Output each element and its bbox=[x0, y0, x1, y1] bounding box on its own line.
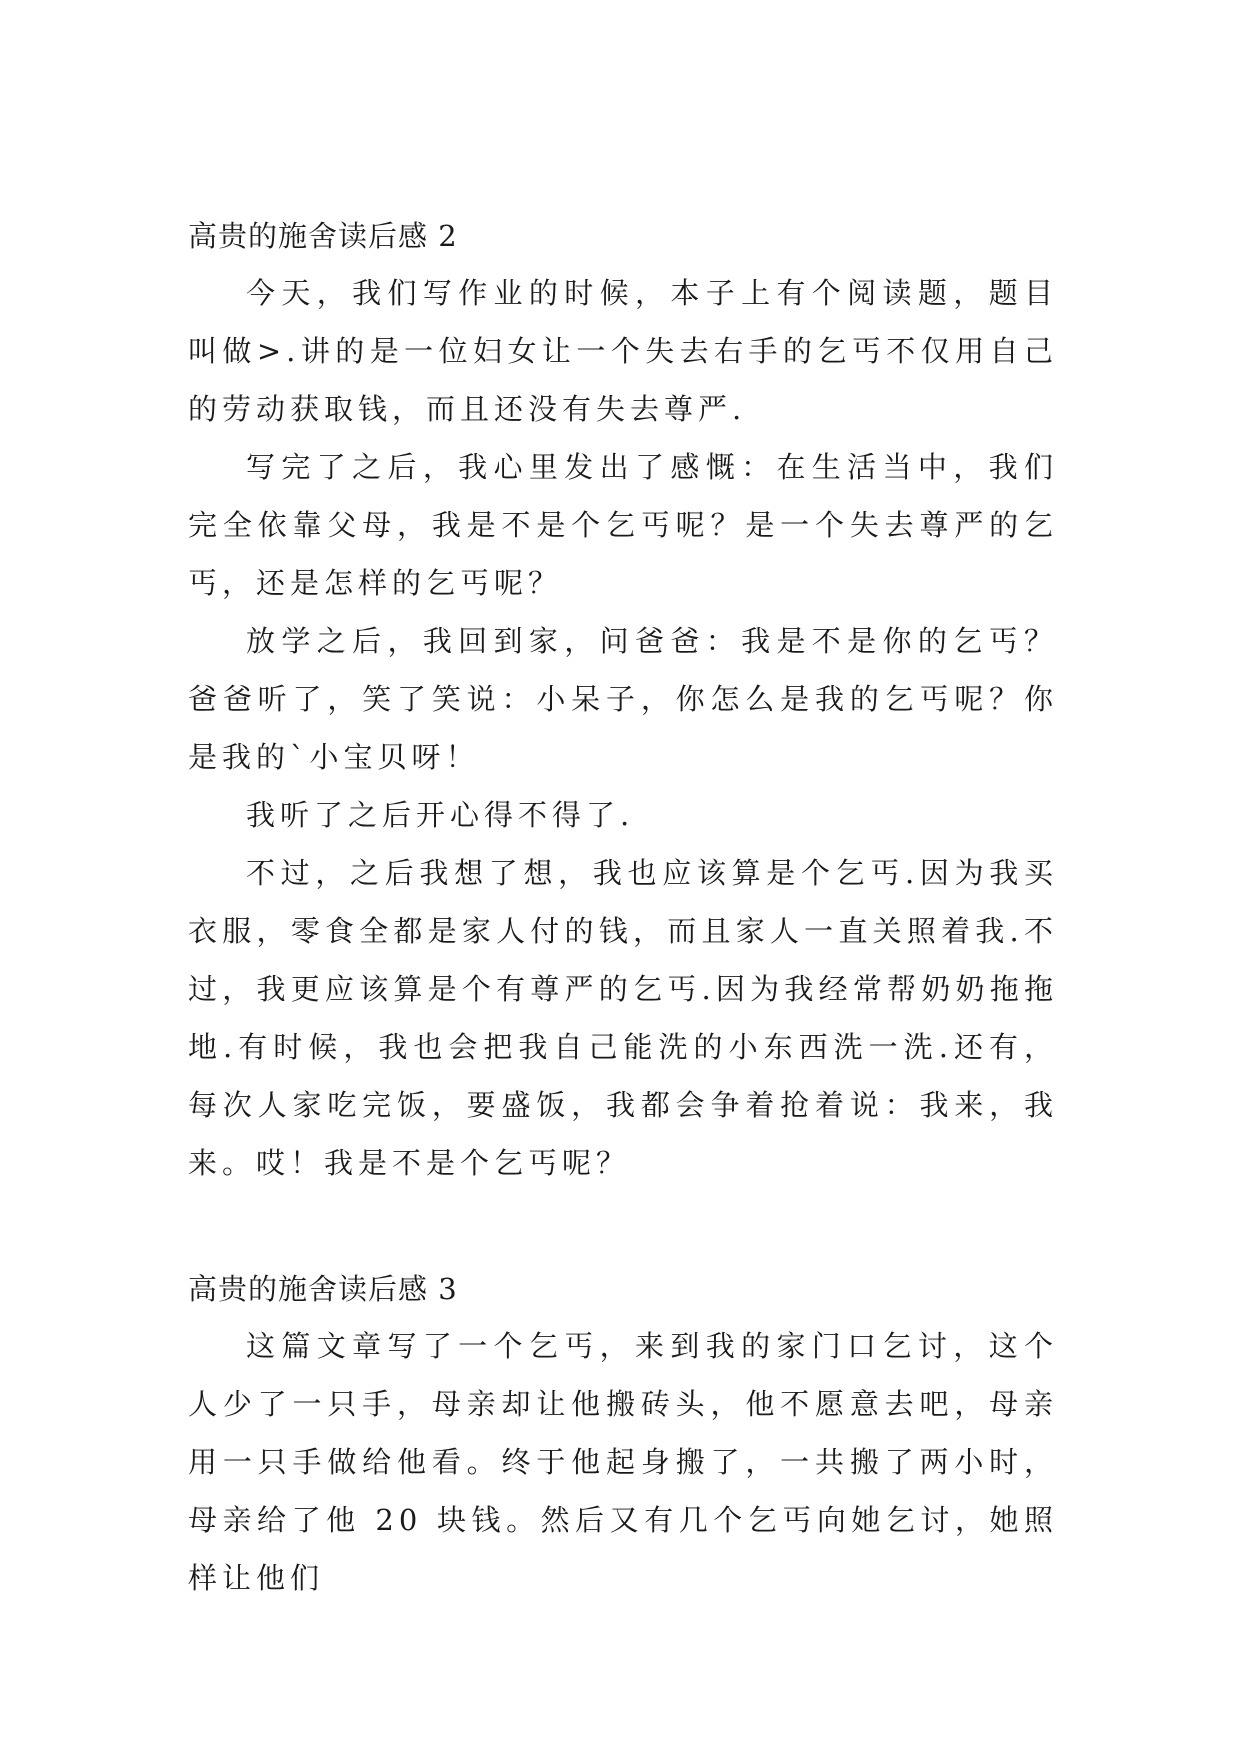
essay-section-3 bbox=[188, 1271, 1058, 1607]
section-title: 高贵的施舍读后感 2 bbox=[188, 219, 458, 253]
paragraph: 今天，我们写作业的时候，本子上有个阅读题，题目叫做>.讲的是一位妇女让一个失去右手的乞丐不仅用自己的劳动获取钱，而且还没有失去尊严. bbox=[188, 276, 1058, 426]
paragraph: 放学之后，我回到家，问爸爸：我是不是你的乞丐？爸爸听了，笑了笑说：小呆子，你怎么是我的乞丐呢？你是我的`小宝贝呀！ bbox=[188, 624, 1058, 774]
paragraph: 这篇文章写了一个乞丐，来到我的家门口乞讨，这个人少了一只手，母亲却让他搬砖头，他不愿意去吧，母亲用一只手做给他看。终于他起身搬了，一共搬了两小时，母亲给了他 20 块钱。然后又有几个乞丐向她乞讨，她照样让他们 bbox=[188, 1329, 1058, 1595]
section-title: 高贵的施舍读后感 3 bbox=[188, 1272, 458, 1306]
paragraph: 我听了之后开心得不得了. bbox=[246, 798, 635, 832]
essay-section-2 bbox=[188, 218, 1058, 1192]
paragraph: 不过，之后我想了想，我也应该算是个乞丐.因为我买衣服，零食全都是家人付的钱，而且家人一直关照着我.不过，我更应该算是个有尊严的乞丐.因为我经常帮奶奶拖拖地.有时候，我也会把我自己能洗的小东西洗一洗.还有，每次人家吃完饭，要盛饭，我都会争着抢着说：我来，我来。哎！我是不是个乞丐呢？ bbox=[188, 856, 1058, 1180]
paragraph: 写完了之后，我心里发出了感慨：在生活当中，我们完全依靠父母，我是不是个乞丐呢？是一个失去尊严的乞丐，还是怎样的乞丐呢？ bbox=[188, 450, 1058, 600]
